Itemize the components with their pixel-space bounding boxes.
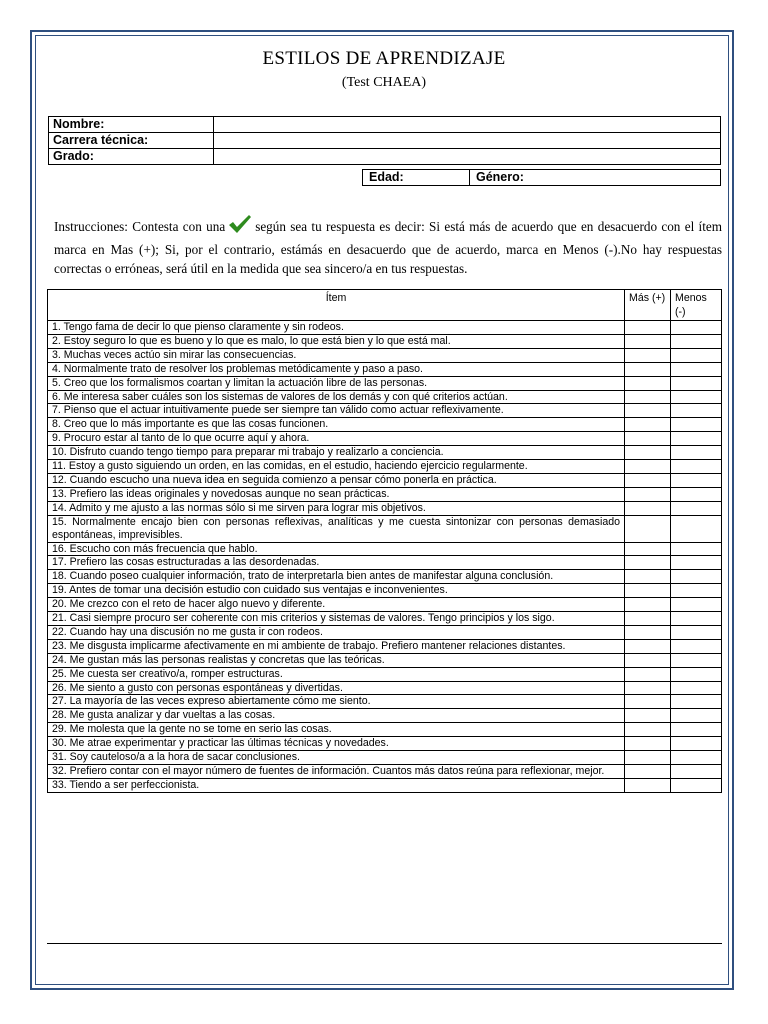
- item-text: 30. Me atrae experimentar y practicar las últimas técnicas y novedades.: [48, 737, 625, 751]
- menos-cell[interactable]: [671, 695, 722, 709]
- col-item-header: Ítem: [48, 290, 625, 321]
- mas-cell[interactable]: [625, 681, 671, 695]
- mas-cell[interactable]: [625, 667, 671, 681]
- mas-cell[interactable]: [625, 432, 671, 446]
- mas-cell[interactable]: [625, 625, 671, 639]
- item-text: 19. Antes de tomar una decisión estudio con cuidado sus ventajas e inconvenientes.: [48, 584, 625, 598]
- table-row: [48, 639, 722, 653]
- menos-cell[interactable]: [671, 501, 722, 515]
- menos-cell[interactable]: [671, 639, 722, 653]
- mas-cell[interactable]: [625, 737, 671, 751]
- item-text: 10. Disfruto cuando tengo tiempo para preparar mi trabajo y realizarlo a conciencia.: [48, 446, 625, 460]
- table-row: [48, 612, 722, 626]
- menos-cell[interactable]: [671, 334, 722, 348]
- mas-cell[interactable]: [625, 334, 671, 348]
- mas-cell[interactable]: [625, 542, 671, 556]
- table-row: [48, 390, 722, 404]
- menos-cell[interactable]: [671, 362, 722, 376]
- col-mas-header: Más (+): [625, 290, 671, 321]
- item-text: 32. Prefiero contar con el mayor número de fuentes de información. Cuantos más datos reúna para reflexionar, mejor.: [48, 765, 625, 779]
- mas-cell[interactable]: [625, 709, 671, 723]
- mas-cell[interactable]: [625, 501, 671, 515]
- item-text: 23. Me disgusta implicarme afectivamente en mi ambiente de trabajo. Prefiero mantener relaciones distantes.: [48, 639, 625, 653]
- carrera-field[interactable]: [214, 133, 721, 149]
- page-subtitle: (Test CHAEA): [341, 75, 427, 90]
- mas-cell[interactable]: [625, 723, 671, 737]
- menos-cell[interactable]: [671, 625, 722, 639]
- item-text: 9. Procuro estar al tanto de lo que ocurre aquí y ahora.: [48, 432, 625, 446]
- menos-cell[interactable]: [671, 653, 722, 667]
- item-text: 17. Prefiero las cosas estructuradas a las desordenadas.: [48, 556, 625, 570]
- menos-cell[interactable]: [671, 765, 722, 779]
- instructions: [54, 214, 722, 279]
- item-text: 24. Me gustan más las personas realistas y concretas que las teóricas.: [48, 653, 625, 667]
- item-text: 11. Estoy a gusto siguiendo un orden, en las comidas, en el estudio, haciendo ejercicio regularmente.: [48, 460, 625, 474]
- table-row: [48, 473, 722, 487]
- item-text: 7. Pienso que el actuar intuitivamente puede ser siempre tan válido como actuar reflexivamente.: [48, 404, 625, 418]
- mas-cell[interactable]: [625, 473, 671, 487]
- table-row: [48, 709, 722, 723]
- table-row: [48, 584, 722, 598]
- menos-cell[interactable]: [671, 404, 722, 418]
- item-text: 4. Normalmente trato de resolver los problemas metódicamente y paso a paso.: [48, 362, 625, 376]
- table-row: [48, 751, 722, 765]
- menos-cell[interactable]: [671, 542, 722, 556]
- table-row: [48, 556, 722, 570]
- table-row: [48, 598, 722, 612]
- menos-cell[interactable]: [671, 446, 722, 460]
- mas-cell[interactable]: [625, 404, 671, 418]
- item-text: 25. Me cuesta ser creativo/a, romper estructuras.: [48, 667, 625, 681]
- mas-cell[interactable]: [625, 653, 671, 667]
- table-row: [48, 515, 722, 542]
- nombre-label: Nombre:: [49, 117, 214, 133]
- menos-cell[interactable]: [671, 570, 722, 584]
- menos-cell[interactable]: [671, 737, 722, 751]
- grado-label: Grado:: [49, 149, 214, 165]
- menos-cell[interactable]: [671, 709, 722, 723]
- items-table: [47, 289, 722, 793]
- menos-cell[interactable]: [671, 667, 722, 681]
- table-row: [48, 570, 722, 584]
- menos-cell[interactable]: [671, 598, 722, 612]
- instructions-part1: Instrucciones: Contesta con una: [54, 219, 226, 234]
- table-row: [48, 446, 722, 460]
- item-text: 28. Me gusta analizar y dar vueltas a las cosas.: [48, 709, 625, 723]
- mas-cell[interactable]: [625, 556, 671, 570]
- menos-cell[interactable]: [671, 460, 722, 474]
- mas-cell[interactable]: [625, 765, 671, 779]
- table-row: [48, 334, 722, 348]
- item-text: 26. Me siento a gusto con personas espontáneas y divertidas.: [48, 681, 625, 695]
- mas-cell[interactable]: [625, 570, 671, 584]
- table-row: [48, 625, 722, 639]
- menos-cell[interactable]: [671, 321, 722, 335]
- table-row: [48, 667, 722, 681]
- menos-cell[interactable]: [671, 473, 722, 487]
- table-row: [48, 653, 722, 667]
- item-text: 15. Normalmente encajo bien con personas reflexivas, analíticas y me cuesta sintonizar con personas demasiado espontáneas, imprevisibles.: [48, 515, 625, 542]
- menos-cell[interactable]: [671, 612, 722, 626]
- menos-cell[interactable]: [671, 418, 722, 432]
- menos-cell[interactable]: [671, 390, 722, 404]
- table-row: [48, 432, 722, 446]
- mas-cell[interactable]: [625, 598, 671, 612]
- menos-cell[interactable]: [671, 751, 722, 765]
- mas-cell[interactable]: [625, 418, 671, 432]
- items-header-row: [48, 290, 722, 321]
- item-text: 29. Me molesta que la gente no se tome en serio las cosas.: [48, 723, 625, 737]
- menos-cell[interactable]: [671, 584, 722, 598]
- mas-cell[interactable]: [625, 376, 671, 390]
- menos-cell[interactable]: [671, 515, 722, 542]
- table-row: [48, 460, 722, 474]
- bottom-divider: [47, 943, 722, 944]
- page-title: ESTILOS DE APRENDIZAJE: [262, 48, 506, 69]
- item-text: 1. Tengo fama de decir lo que pienso claramente y sin rodeos.: [48, 321, 625, 335]
- carrera-label: Carrera técnica:: [49, 133, 214, 149]
- menos-cell[interactable]: [671, 556, 722, 570]
- item-text: 3. Muchas veces actúo sin mirar las consecuencias.: [48, 348, 625, 362]
- table-row: [48, 695, 722, 709]
- menos-cell[interactable]: [671, 681, 722, 695]
- item-text: 14. Admito y me ajusto a las normas sólo si me sirven para lograr mis objetivos.: [48, 501, 625, 515]
- table-row: [48, 765, 722, 779]
- table-row: [48, 778, 722, 792]
- table-row: [48, 321, 722, 335]
- item-text: 33. Tiendo a ser perfeccionista.: [48, 778, 625, 792]
- item-text: 21. Casi siempre procuro ser coherente con mis criterios y sistemas de valores. Tengo principios y los sigo.: [48, 612, 625, 626]
- mas-cell[interactable]: [625, 639, 671, 653]
- mas-cell[interactable]: [625, 390, 671, 404]
- mas-cell[interactable]: [625, 515, 671, 542]
- table-row: [48, 501, 722, 515]
- student-info-table: [48, 116, 721, 165]
- table-row: [48, 737, 722, 751]
- grado-row: [49, 149, 721, 165]
- carrera-row: [49, 133, 721, 149]
- table-row: [48, 362, 722, 376]
- mas-cell[interactable]: [625, 695, 671, 709]
- mas-cell[interactable]: [625, 487, 671, 501]
- table-row: [48, 681, 722, 695]
- mas-cell[interactable]: [625, 612, 671, 626]
- item-text: 12. Cuando escucho una nueva idea en seguida comienzo a pensar cómo ponerla en práctica.: [48, 473, 625, 487]
- item-text: 22. Cuando hay una discusión no me gusta ir con rodeos.: [48, 625, 625, 639]
- mas-cell[interactable]: [625, 778, 671, 792]
- menos-cell[interactable]: [671, 487, 722, 501]
- item-text: 18. Cuando poseo cualquier información, trato de interpretarla bien antes de manifestar alguna conclusión.: [48, 570, 625, 584]
- edad-field[interactable]: Edad:: [363, 170, 470, 186]
- item-text: 2. Estoy seguro lo que es bueno y lo que es malo, lo que está bien y lo que está mal.: [48, 334, 625, 348]
- instructions-part2: según sea tu respuesta es decir: Si está más de acuerdo que en desacuerdo con el ítem marca en Mas (+); Si, por el contrario, estámás en desacuerdo que de acuerdo, marca en Menos (-).No hay respuestas correctas o erróneas, será útil en la medida que sea sincero/a en tus respuestas.: [54, 219, 722, 276]
- item-text: 5. Creo que los formalismos coartan y limitan la actuación libre de las personas.: [48, 376, 625, 390]
- item-text: 31. Soy cauteloso/a a la hora de sacar conclusiones.: [48, 751, 625, 765]
- table-row: [48, 723, 722, 737]
- item-text: 13. Prefiero las ideas originales y novedosas aunque no sean prácticas.: [48, 487, 625, 501]
- grado-field[interactable]: [214, 149, 721, 165]
- table-row: [48, 376, 722, 390]
- menos-cell[interactable]: [671, 348, 722, 362]
- mas-cell[interactable]: [625, 362, 671, 376]
- menos-cell[interactable]: [671, 432, 722, 446]
- mas-cell[interactable]: [625, 751, 671, 765]
- menos-cell[interactable]: [671, 778, 722, 792]
- nombre-row: [49, 117, 721, 133]
- col-menos-header: Menos (-): [671, 290, 722, 321]
- item-text: 20. Me crezco con el reto de hacer algo nuevo y diferente.: [48, 598, 625, 612]
- item-text: 27. La mayoría de las veces expreso abiertamente cómo me siento.: [48, 695, 625, 709]
- table-row: [48, 418, 722, 432]
- mas-cell[interactable]: [625, 460, 671, 474]
- mas-cell[interactable]: [625, 584, 671, 598]
- table-row: [48, 542, 722, 556]
- item-text: 8. Creo que lo más importante es que las cosas funcionen.: [48, 418, 625, 432]
- menos-cell[interactable]: [671, 376, 722, 390]
- mas-cell[interactable]: [625, 321, 671, 335]
- mas-cell[interactable]: [625, 446, 671, 460]
- genero-field[interactable]: Género:: [470, 170, 721, 186]
- item-text: 16. Escucho con más frecuencia que hablo.: [48, 542, 625, 556]
- table-row: [48, 487, 722, 501]
- table-row: [48, 404, 722, 418]
- nombre-field[interactable]: [214, 117, 721, 133]
- mas-cell[interactable]: [625, 348, 671, 362]
- check-icon: [228, 214, 252, 240]
- item-text: 6. Me interesa saber cuáles son los sistemas de valores de los demás y con qué criterios actúan.: [48, 390, 625, 404]
- menos-cell[interactable]: [671, 723, 722, 737]
- age-gender-table: [362, 169, 721, 186]
- table-row: [48, 348, 722, 362]
